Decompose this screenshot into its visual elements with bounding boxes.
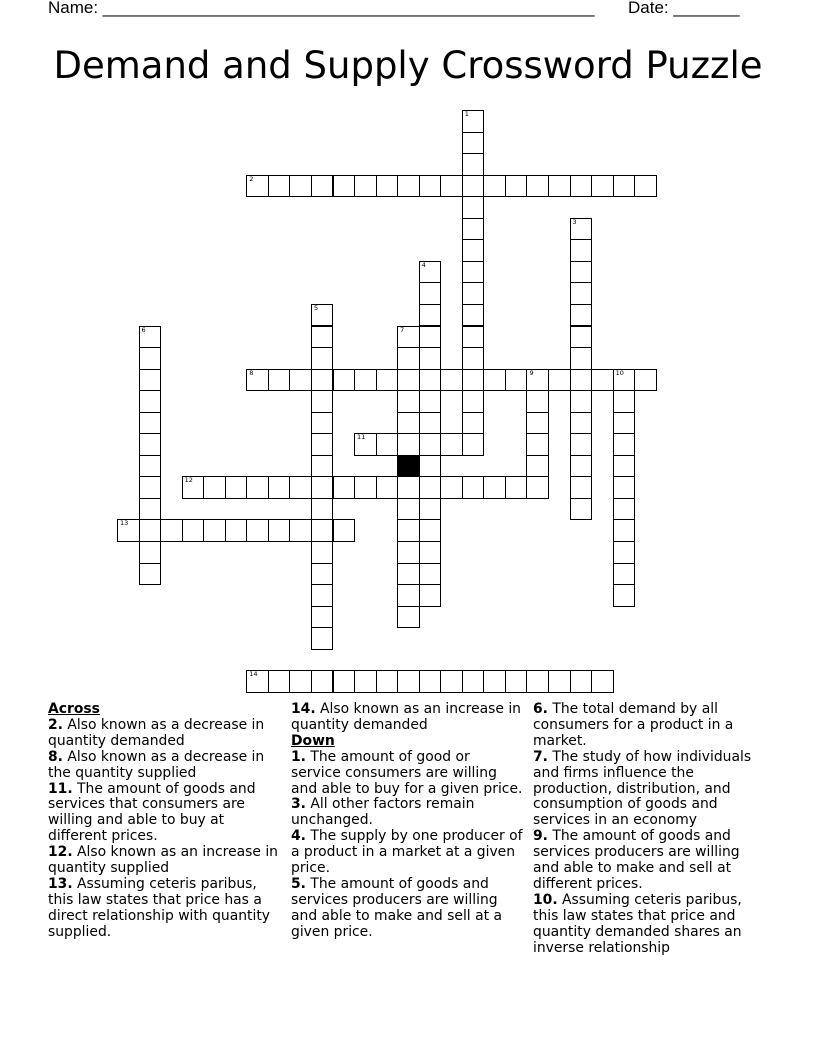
clue-number-label: 4 xyxy=(421,260,426,269)
grid-cell[interactable] xyxy=(570,476,593,499)
grid-cell[interactable] xyxy=(419,433,442,456)
grid-cell[interactable] xyxy=(462,110,485,133)
grid-cell[interactable] xyxy=(591,369,614,392)
grid-cell[interactable] xyxy=(333,369,356,392)
grid-cell[interactable] xyxy=(139,476,162,499)
grid-cell[interactable] xyxy=(548,670,571,693)
clue-number: 9. xyxy=(533,828,548,845)
grid-cell[interactable] xyxy=(397,563,420,586)
grid-cell[interactable] xyxy=(613,369,636,392)
grid-cell[interactable] xyxy=(570,326,593,349)
grid-cell[interactable] xyxy=(462,153,485,176)
grid-cell[interactable] xyxy=(311,584,334,607)
grid-cell[interactable] xyxy=(613,541,636,564)
grid-cell[interactable] xyxy=(462,261,485,284)
grid-cell[interactable] xyxy=(462,347,485,370)
black-cell xyxy=(397,455,420,478)
grid-cell[interactable] xyxy=(419,261,442,284)
grid-cell[interactable] xyxy=(505,476,528,499)
grid-cell[interactable] xyxy=(182,519,205,542)
grid-cell[interactable] xyxy=(613,433,636,456)
grid-cell[interactable] xyxy=(419,347,442,370)
grid-cell[interactable] xyxy=(462,369,485,392)
grid-cell[interactable] xyxy=(462,304,485,327)
grid-cell[interactable] xyxy=(376,433,399,456)
clue-text: Also known as an increase in quantity supplied xyxy=(48,844,278,877)
grid-cell[interactable] xyxy=(570,369,593,392)
down-heading: Down xyxy=(291,732,335,749)
page-title: Demand and Supply Crossword Puzzle xyxy=(53,44,763,87)
grid-cell[interactable] xyxy=(505,670,528,693)
clue-down-4 xyxy=(291,829,523,877)
grid-cell[interactable] xyxy=(203,519,226,542)
clue-number-label: 10 xyxy=(615,368,624,377)
grid-cell[interactable] xyxy=(139,347,162,370)
grid-cell[interactable] xyxy=(613,476,636,499)
grid-cell[interactable] xyxy=(419,412,442,435)
grid-cell[interactable] xyxy=(397,584,420,607)
grid-cell[interactable] xyxy=(311,455,334,478)
grid-cell[interactable] xyxy=(419,498,442,521)
grid-cell[interactable] xyxy=(333,519,356,542)
grid-cell[interactable] xyxy=(311,670,334,693)
grid-cell[interactable] xyxy=(526,455,549,478)
grid-cell[interactable] xyxy=(311,433,334,456)
grid-cell[interactable] xyxy=(419,390,442,413)
grid-cell[interactable] xyxy=(246,175,269,198)
grid-cell[interactable] xyxy=(311,304,334,327)
clue-number: 8. xyxy=(48,748,63,765)
grid-cell[interactable] xyxy=(613,175,636,198)
clue-text: The study of how individuals and firms influence the production, distribution, and consumption of goods and services in an economy xyxy=(533,748,752,829)
grid-cell[interactable] xyxy=(419,541,442,564)
grid-cell[interactable] xyxy=(354,369,377,392)
clue-text: The total demand by all consumers for a product in a market. xyxy=(533,702,734,749)
clue-number: 2. xyxy=(48,716,63,733)
clue-down-7 xyxy=(533,750,765,830)
grid-cell[interactable] xyxy=(139,563,162,586)
grid-cell[interactable] xyxy=(483,476,506,499)
grid-cell[interactable] xyxy=(419,563,442,586)
grid-cell[interactable] xyxy=(333,670,356,693)
grid-cell[interactable] xyxy=(246,476,269,499)
grid-cell[interactable] xyxy=(311,369,334,392)
grid-cell[interactable] xyxy=(139,519,162,542)
grid-cell[interactable] xyxy=(613,390,636,413)
grid-cell[interactable] xyxy=(462,175,485,198)
grid-cell[interactable] xyxy=(440,175,463,198)
grid-cell[interactable] xyxy=(311,412,334,435)
grid-cell[interactable] xyxy=(462,218,485,241)
grid-cell[interactable] xyxy=(634,369,657,392)
grid-cell[interactable] xyxy=(139,326,162,349)
clue-text: The amount of goods and services that consumers are willing and able to buy at different prices. xyxy=(48,780,256,845)
grid-cell[interactable] xyxy=(613,563,636,586)
grid-cell[interactable] xyxy=(397,476,420,499)
grid-cell[interactable] xyxy=(397,433,420,456)
grid-cell[interactable] xyxy=(289,369,312,392)
clue-number-label: 8 xyxy=(249,368,254,377)
grid-cell[interactable] xyxy=(246,519,269,542)
clue-number-label: 13 xyxy=(120,519,129,528)
grid-cell[interactable] xyxy=(268,369,291,392)
grid-cell[interactable] xyxy=(462,433,485,456)
grid-cell[interactable] xyxy=(397,390,420,413)
grid-cell[interactable] xyxy=(397,412,420,435)
grid-cell[interactable] xyxy=(354,433,377,456)
grid-cell[interactable] xyxy=(311,519,334,542)
clue-number-label: 6 xyxy=(141,325,146,334)
grid-cell[interactable] xyxy=(462,412,485,435)
grid-cell[interactable] xyxy=(570,282,593,305)
grid-cell[interactable] xyxy=(311,347,334,370)
grid-cell[interactable] xyxy=(419,519,442,542)
grid-cell[interactable] xyxy=(139,455,162,478)
clue-number-label: 11 xyxy=(357,433,366,442)
grid-cell[interactable] xyxy=(311,476,334,499)
grid-cell[interactable] xyxy=(570,304,593,327)
grid-cell[interactable] xyxy=(225,476,248,499)
grid-cell[interactable] xyxy=(289,175,312,198)
clue-number-label: 12 xyxy=(184,476,193,485)
clue-text: Assuming ceteris paribus, this law states that price and quantity demanded shares an inverse relationship xyxy=(533,891,742,956)
across-heading: Across xyxy=(48,701,100,717)
grid-cell[interactable] xyxy=(311,326,334,349)
grid-cell[interactable] xyxy=(483,670,506,693)
date-line: Date: _______ xyxy=(628,0,740,17)
grid-cell[interactable] xyxy=(440,670,463,693)
clue-down-1 xyxy=(291,750,523,798)
grid-cell[interactable] xyxy=(139,433,162,456)
clue-column-1 xyxy=(48,702,283,941)
clue-across-13 xyxy=(48,877,283,941)
grid-cell[interactable] xyxy=(591,670,614,693)
grid-cell[interactable] xyxy=(311,175,334,198)
grid-cell[interactable] xyxy=(570,218,593,241)
clue-text: The amount of good or service consumers are willing and able to buy for a given price. xyxy=(291,748,523,797)
clue-down-5 xyxy=(291,877,523,941)
grid-cell[interactable] xyxy=(225,519,248,542)
grid-cell[interactable] xyxy=(483,369,506,392)
grid-cell[interactable] xyxy=(139,498,162,521)
grid-cell[interactable] xyxy=(462,326,485,349)
grid-cell[interactable] xyxy=(203,476,226,499)
clue-text: The amount of goods and services producers are willing and able to make and sell at different prices. xyxy=(533,828,740,892)
grid-cell[interactable] xyxy=(419,326,442,349)
clue-column-3 xyxy=(533,702,765,957)
grid-cell[interactable] xyxy=(397,541,420,564)
grid-cell[interactable] xyxy=(289,670,312,693)
grid-cell[interactable] xyxy=(397,498,420,521)
grid-cell[interactable] xyxy=(570,239,593,262)
grid-cell[interactable] xyxy=(591,175,614,198)
clue-number: 1. xyxy=(291,748,306,765)
grid-cell[interactable] xyxy=(139,412,162,435)
grid-cell[interactable] xyxy=(440,369,463,392)
clue-down-6 xyxy=(533,702,765,750)
grid-cell[interactable] xyxy=(570,261,593,284)
clue-across-14 xyxy=(291,702,523,734)
clue-down-10 xyxy=(533,893,765,957)
grid-cell[interactable] xyxy=(397,347,420,370)
grid-cell[interactable] xyxy=(311,563,334,586)
grid-cell[interactable] xyxy=(570,347,593,370)
grid-cell[interactable] xyxy=(397,519,420,542)
grid-cell[interactable] xyxy=(139,369,162,392)
grid-cell[interactable] xyxy=(268,670,291,693)
grid-cell[interactable] xyxy=(570,670,593,693)
grid-cell[interactable] xyxy=(570,498,593,521)
clue-number-label: 5 xyxy=(313,303,319,312)
grid-cell[interactable] xyxy=(505,175,528,198)
grid-cell[interactable] xyxy=(613,519,636,542)
grid-cell[interactable] xyxy=(311,390,334,413)
clue-number: 14. xyxy=(291,702,316,717)
clue-text: Assuming ceteris paribus, this law states that price has a direct relationship with quantity supplied. xyxy=(48,875,270,940)
grid-cell[interactable] xyxy=(462,670,485,693)
grid-cell[interactable] xyxy=(462,132,485,155)
grid-cell[interactable] xyxy=(397,606,420,629)
clue-number-label: 3 xyxy=(572,217,577,226)
grid-cell[interactable] xyxy=(526,412,549,435)
grid-cell[interactable] xyxy=(246,670,269,693)
grid-cell[interactable] xyxy=(526,390,549,413)
grid-cell[interactable] xyxy=(419,455,442,478)
grid-cell[interactable] xyxy=(462,196,485,219)
grid-cell[interactable] xyxy=(570,390,593,413)
grid-cell[interactable] xyxy=(311,627,334,650)
clue-number: 3. xyxy=(291,796,306,813)
clue-number-label: 2 xyxy=(249,174,254,183)
clue-number: 13. xyxy=(48,875,73,892)
grid-cell[interactable] xyxy=(613,455,636,478)
clue-number: 5. xyxy=(291,875,306,892)
name-line: Name: ____________________________________________________ xyxy=(48,0,595,17)
clue-number: 12. xyxy=(48,844,73,861)
clue-across-8 xyxy=(48,750,283,782)
grid-cell[interactable] xyxy=(268,175,291,198)
grid-cell[interactable] xyxy=(526,476,549,499)
clue-across-12 xyxy=(48,845,283,877)
grid-cell[interactable] xyxy=(419,282,442,305)
grid-cell[interactable] xyxy=(462,282,485,305)
grid-cell[interactable] xyxy=(117,519,140,542)
clue-text: Also known as a decrease in the quantity supplied xyxy=(48,748,265,781)
grid-cell[interactable] xyxy=(483,175,506,198)
clue-down-9 xyxy=(533,829,765,893)
clue-across-11 xyxy=(48,782,283,846)
grid-cell[interactable] xyxy=(354,476,377,499)
grid-cell[interactable] xyxy=(570,433,593,456)
clue-column-2 xyxy=(291,702,523,957)
grid-cell[interactable] xyxy=(376,476,399,499)
grid-cell[interactable] xyxy=(570,412,593,435)
grid-cell[interactable] xyxy=(526,670,549,693)
clue-number-label: 1 xyxy=(464,110,469,118)
grid-cell[interactable] xyxy=(311,541,334,564)
clue-number: 4. xyxy=(291,828,306,845)
grid-cell[interactable] xyxy=(376,369,399,392)
clue-number: 7. xyxy=(533,748,548,765)
grid-cell[interactable] xyxy=(376,670,399,693)
clue-across-2 xyxy=(48,718,283,750)
clue-number-label: 9 xyxy=(529,368,534,377)
grid-cell[interactable] xyxy=(311,606,334,629)
clue-number: 6. xyxy=(533,702,548,717)
grid-cell[interactable] xyxy=(354,670,377,693)
grid-cell[interactable] xyxy=(419,476,442,499)
grid-cell[interactable] xyxy=(354,175,377,198)
grid-cell[interactable] xyxy=(139,390,162,413)
grid-cell[interactable] xyxy=(311,498,334,521)
clue-number-label: 14 xyxy=(249,670,258,679)
clue-number-label: 7 xyxy=(400,325,405,334)
grid-cell[interactable] xyxy=(613,498,636,521)
grid-cell[interactable] xyxy=(160,519,183,542)
clue-text: All other factors remain unchanged. xyxy=(291,796,475,829)
grid-cell[interactable] xyxy=(419,175,442,198)
grid-cell[interactable] xyxy=(570,455,593,478)
grid-cell[interactable] xyxy=(139,541,162,564)
grid-cell[interactable] xyxy=(634,175,657,198)
grid-cell[interactable] xyxy=(333,175,356,198)
grid-cell[interactable] xyxy=(268,519,291,542)
grid-cell[interactable] xyxy=(419,670,442,693)
grid-cell[interactable] xyxy=(548,369,571,392)
grid-cell[interactable] xyxy=(526,369,549,392)
grid-cell[interactable] xyxy=(419,369,442,392)
grid-cell[interactable] xyxy=(182,476,205,499)
grid-cell[interactable] xyxy=(440,476,463,499)
grid-cell[interactable] xyxy=(613,412,636,435)
grid-cell[interactable] xyxy=(397,670,420,693)
grid-cell[interactable] xyxy=(289,519,312,542)
grid-cell[interactable] xyxy=(505,369,528,392)
clue-text: Also known as a decrease in quantity demanded xyxy=(48,716,265,749)
clue-text: The supply by one producer of a product in a market at a given price. xyxy=(291,828,523,877)
grid-cell[interactable] xyxy=(570,175,593,198)
grid-cell[interactable] xyxy=(246,369,269,392)
grid-cell[interactable] xyxy=(440,433,463,456)
grid-cell[interactable] xyxy=(526,175,549,198)
grid-cell[interactable] xyxy=(397,369,420,392)
grid-cell[interactable] xyxy=(613,584,636,607)
clue-down-3 xyxy=(291,797,523,829)
clue-text: The amount of goods and services producers are willing and able to make and sell at a given price. xyxy=(291,875,502,940)
grid-cell[interactable] xyxy=(333,476,356,499)
clue-text: Also known as an increase in quantity demanded xyxy=(291,702,521,733)
grid-cell[interactable] xyxy=(419,584,442,607)
grid-cell[interactable] xyxy=(548,175,571,198)
grid-cell[interactable] xyxy=(268,476,291,499)
grid-cell[interactable] xyxy=(462,476,485,499)
grid-cell[interactable] xyxy=(462,390,485,413)
grid-cell[interactable] xyxy=(397,175,420,198)
grid-cell[interactable] xyxy=(289,476,312,499)
grid-cell[interactable] xyxy=(526,433,549,456)
grid-cell[interactable] xyxy=(376,175,399,198)
grid-cell[interactable] xyxy=(462,239,485,262)
clue-number: 10. xyxy=(533,891,558,908)
grid-cell[interactable] xyxy=(397,326,420,349)
grid-cell[interactable] xyxy=(419,304,442,327)
clue-number: 11. xyxy=(48,780,73,797)
